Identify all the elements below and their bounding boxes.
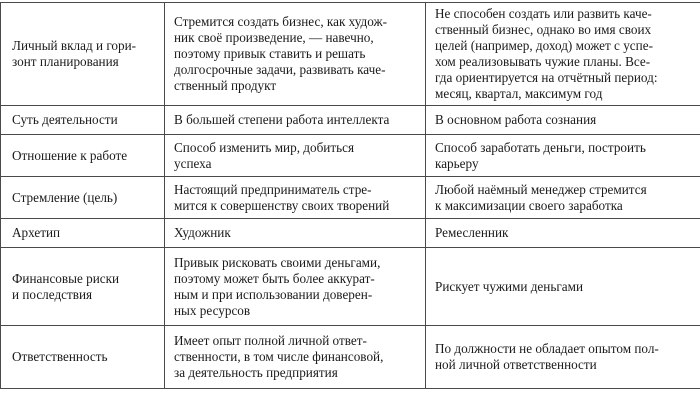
entrepreneur-cell: Способ изменить мир, добиться успеха <box>165 135 426 177</box>
manager-cell: В основном работа сознания <box>426 106 700 135</box>
entrepreneur-cell: Привык рисковать своими деньгами, поэтому может быть более аккурат- ным и при использовании доверен- ных ресурсов <box>165 248 426 326</box>
table-row-financial-risks <box>1 248 700 326</box>
entrepreneur-cell: Настоящий предприниматель стре- мится к совершенству своих творений <box>165 177 426 219</box>
row-label: Архетип <box>1 219 165 248</box>
manager-cell: Рискует чужими деньгами <box>426 248 700 326</box>
row-label: Отношение к работе <box>1 135 165 177</box>
row-label: Суть деятельности <box>1 106 165 135</box>
table-row-essence <box>1 106 700 135</box>
manager-cell: Любой наёмный менеджер стремится к максимизации своего заработка <box>426 177 700 219</box>
row-label: Финансовые риски и последствия <box>1 248 165 326</box>
manager-cell: Ремесленник <box>426 219 700 248</box>
manager-cell: По должности не обладает опытом пол- ной личной ответственности <box>426 326 700 389</box>
entrepreneur-cell: Художник <box>165 219 426 248</box>
table-row-archetype <box>1 219 700 248</box>
table-row-attitude <box>1 135 700 177</box>
comparison-table <box>0 2 700 389</box>
table-row-personal-contribution <box>1 3 700 106</box>
row-label: Стремление (цель) <box>1 177 165 219</box>
manager-cell: Не способен создать или развить каче- ственный бизнес, однако во имя своих целей (например, доход) может с успе- хом реализовывать чужие планы. Все- гда ориентируется на отчётный период: месяц, квартал, максимум год <box>426 3 700 106</box>
manager-cell: Способ заработать деньги, построить карьеру <box>426 135 700 177</box>
entrepreneur-cell: В большей степени работа интеллекта <box>165 106 426 135</box>
table-row-responsibility <box>1 326 700 389</box>
entrepreneur-cell: Имеет опыт полной личной ответ- ственности, в том числе финансовой, за деятельность предприятия <box>165 326 426 389</box>
row-label: Ответственность <box>1 326 165 389</box>
row-label: Личный вклад и гори- зонт планирования <box>1 3 165 106</box>
table-row-aspiration <box>1 177 700 219</box>
entrepreneur-cell: Стремится создать бизнес, как худож- ник своё произведение, — навечно, поэтому привык ставить и решать долгосрочные задачи, развивать каче- ственный продукт <box>165 3 426 106</box>
